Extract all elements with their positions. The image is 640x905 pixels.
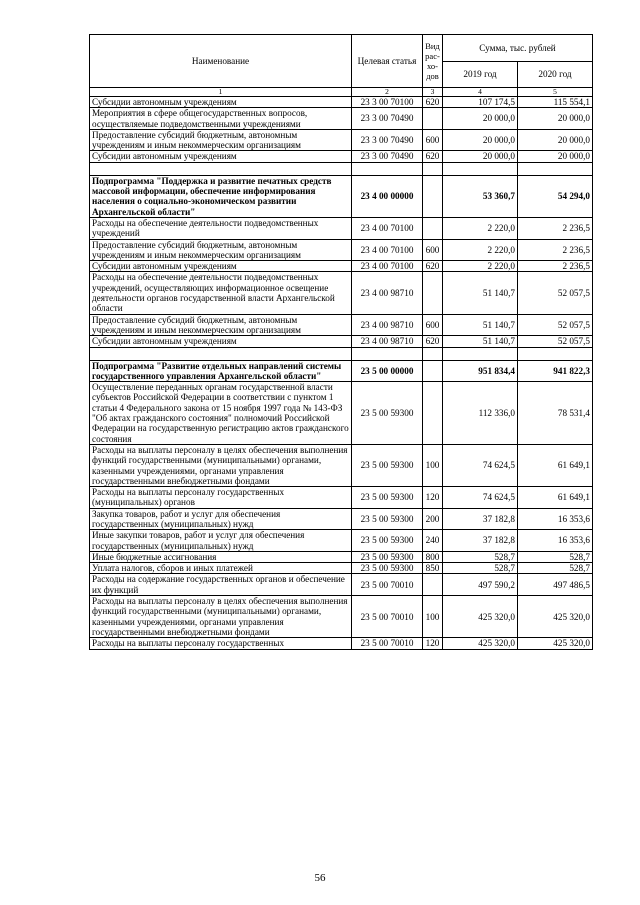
cell-target-article: 23 3 00 70490 [352, 108, 423, 130]
cell-expense-type: 600 [423, 239, 443, 261]
cell-amount-2020: 2 236,5 [518, 239, 593, 261]
header-name: Наименование [90, 35, 352, 88]
cell-amount-2019: 51 140,7 [443, 336, 518, 347]
cell-amount-2020: 425 320,0 [518, 638, 593, 649]
cell-amount-2019: 112 336,0 [443, 382, 518, 445]
table-row [90, 239, 593, 261]
table-body [90, 97, 593, 650]
cell-expense-type: 100 [423, 596, 443, 638]
subprogram-row [90, 360, 593, 382]
header-sum: Сумма, тыс. рублей [443, 35, 593, 62]
cell-name: Расходы на содержание государственных органов и обеспечение их функций [90, 574, 352, 596]
spacer-cell [518, 162, 593, 175]
cell-expense-type [423, 382, 443, 445]
cell-name: Субсидии автономным учреждениям [90, 97, 352, 108]
cell-expense-type: 800 [423, 551, 443, 562]
cell-target-article: 23 4 00 98710 [352, 272, 423, 314]
cell-amount-2020: 20 000,0 [518, 151, 593, 162]
spacer-cell [90, 347, 352, 360]
cell-name: Субсидии автономным учреждениям [90, 336, 352, 347]
cell-target-article: 23 4 00 98710 [352, 314, 423, 336]
spacer-cell [443, 347, 518, 360]
header-year-2019: 2019 год [443, 61, 518, 88]
cell-target-article: 23 5 00 00000 [352, 360, 423, 382]
cell-name: Расходы на выплаты персоналу государственных [90, 638, 352, 649]
header-year-2020: 2020 год [518, 61, 593, 88]
table-row [90, 551, 593, 562]
cell-amount-2019: 37 182,8 [443, 530, 518, 552]
cell-expense-type: 200 [423, 508, 443, 530]
cell-amount-2020: 61 649,1 [518, 487, 593, 509]
cell-target-article: 23 5 00 59300 [352, 551, 423, 562]
cell-name: Расходы на выплаты персоналу в целях обеспечения выполнения функций государственными (муниципальными) органами, казенными учреждениями, органами управления государственными внебюджетными фондами [90, 596, 352, 638]
cell-amount-2019: 2 220,0 [443, 239, 518, 261]
cell-amount-2019: 20 000,0 [443, 151, 518, 162]
cell-amount-2019: 53 360,7 [443, 175, 518, 217]
cell-name: Иные закупки товаров, работ и услуг для обеспечения государственных (муниципальных) нужд [90, 530, 352, 552]
cell-amount-2020: 16 353,6 [518, 508, 593, 530]
cell-target-article: 23 5 00 70010 [352, 596, 423, 638]
cell-amount-2019: 2 220,0 [443, 261, 518, 272]
cell-target-article: 23 4 00 00000 [352, 175, 423, 217]
cell-name: Расходы на выплаты персоналу в целях обеспечения выполнения функций государственными (муниципальными) органами, казенными учреждениями, органами управления государственными внебюджетными фондами [90, 444, 352, 486]
cell-name: Предоставление субсидий бюджетным, автономным учреждениям и иным некоммерческим организациям [90, 129, 352, 151]
spacer-cell [352, 347, 423, 360]
cell-amount-2020: 52 057,5 [518, 272, 593, 314]
spacer-cell [352, 162, 423, 175]
table-header [90, 35, 593, 97]
header-expense-type: Вид рас-хо-дов [423, 35, 443, 88]
column-index: 5 [518, 88, 593, 97]
cell-amount-2020: 52 057,5 [518, 314, 593, 336]
table-row [90, 638, 593, 649]
cell-expense-type [423, 360, 443, 382]
column-index: 2 [352, 88, 423, 97]
column-index: 4 [443, 88, 518, 97]
cell-target-article: 23 4 00 70100 [352, 261, 423, 272]
cell-expense-type: 240 [423, 530, 443, 552]
cell-amount-2020: 425 320,0 [518, 596, 593, 638]
table-row [90, 508, 593, 530]
page-number: 56 [314, 872, 326, 884]
table-row [90, 596, 593, 638]
cell-expense-type: 620 [423, 151, 443, 162]
cell-expense-type: 100 [423, 444, 443, 486]
column-index: 1 [90, 88, 352, 97]
table-row [90, 530, 593, 552]
cell-amount-2019: 74 624,5 [443, 487, 518, 509]
spacer-cell [423, 162, 443, 175]
cell-expense-type: 600 [423, 314, 443, 336]
cell-expense-type [423, 574, 443, 596]
table-row [90, 563, 593, 574]
cell-expense-type [423, 175, 443, 217]
table-row [90, 129, 593, 151]
cell-target-article: 23 5 00 70010 [352, 638, 423, 649]
cell-amount-2019: 528,7 [443, 563, 518, 574]
cell-name: Подпрограмма "Развитие отдельных направлений системы государственного управления Архангельской области" [90, 360, 352, 382]
cell-amount-2020: 497 486,5 [518, 574, 593, 596]
cell-name: Субсидии автономным учреждениям [90, 151, 352, 162]
cell-amount-2020: 2 236,5 [518, 261, 593, 272]
table-row [90, 487, 593, 509]
cell-name: Предоставление субсидий бюджетным, автономным учреждениям и иным некоммерческим организациям [90, 239, 352, 261]
cell-amount-2020: 2 236,5 [518, 217, 593, 239]
cell-expense-type: 850 [423, 563, 443, 574]
cell-target-article: 23 3 00 70490 [352, 129, 423, 151]
spacer-cell [90, 162, 352, 175]
spacer-cell [518, 347, 593, 360]
cell-name: Уплата налогов, сборов и иных платежей [90, 563, 352, 574]
cell-name: Осуществление переданных органам государственной власти субъектов Российской Федерации в соответствии с пунктом 1 статьи 4 Федерального закона от 15 ноября 1997 года № 143-ФЗ "Об актах гражданского состояния" полномочий Российской Федерации на государственную регистрацию актов гражданского состояния [90, 382, 352, 445]
cell-amount-2020: 20 000,0 [518, 108, 593, 130]
cell-amount-2020: 528,7 [518, 551, 593, 562]
cell-target-article: 23 5 00 70010 [352, 574, 423, 596]
cell-amount-2020: 20 000,0 [518, 129, 593, 151]
cell-amount-2020: 61 649,1 [518, 444, 593, 486]
table-row [90, 272, 593, 314]
cell-name: Расходы на обеспечение деятельности подведомственных учреждений [90, 217, 352, 239]
cell-target-article: 23 3 00 70490 [352, 151, 423, 162]
cell-amount-2019: 425 320,0 [443, 638, 518, 649]
table-row [90, 336, 593, 347]
table-row [90, 108, 593, 130]
cell-name: Субсидии автономным учреждениям [90, 261, 352, 272]
cell-amount-2020: 115 554,1 [518, 97, 593, 108]
cell-amount-2019: 425 320,0 [443, 596, 518, 638]
cell-name: Предоставление субсидий бюджетным, автономным учреждениям и иным некоммерческим организациям [90, 314, 352, 336]
table-row [90, 444, 593, 486]
cell-expense-type: 620 [423, 97, 443, 108]
subprogram-row [90, 175, 593, 217]
cell-target-article: 23 5 00 59300 [352, 444, 423, 486]
cell-amount-2019: 2 220,0 [443, 217, 518, 239]
budget-table [89, 34, 593, 650]
cell-expense-type: 120 [423, 487, 443, 509]
table-row [90, 382, 593, 445]
spacer-row [90, 162, 593, 175]
cell-name: Иные бюджетные ассигнования [90, 551, 352, 562]
cell-name: Мероприятия в сфере общегосударственных вопросов, осуществляемые подведомственными учреждениями [90, 108, 352, 130]
table-row [90, 97, 593, 108]
header-target-article: Целевая статья [352, 35, 423, 88]
cell-expense-type: 620 [423, 261, 443, 272]
cell-amount-2019: 51 140,7 [443, 272, 518, 314]
table-row [90, 574, 593, 596]
cell-name: Закупка товаров, работ и услуг для обеспечения государственных (муниципальных) нужд [90, 508, 352, 530]
cell-amount-2019: 51 140,7 [443, 314, 518, 336]
cell-amount-2019: 20 000,0 [443, 108, 518, 130]
cell-amount-2019: 951 834,4 [443, 360, 518, 382]
table-row [90, 261, 593, 272]
cell-amount-2020: 16 353,6 [518, 530, 593, 552]
spacer-cell [423, 347, 443, 360]
cell-amount-2020: 941 822,3 [518, 360, 593, 382]
cell-target-article: 23 5 00 59300 [352, 508, 423, 530]
cell-expense-type: 120 [423, 638, 443, 649]
column-index: 3 [423, 88, 443, 97]
cell-target-article: 23 4 00 70100 [352, 217, 423, 239]
column-index-row [90, 88, 593, 97]
cell-amount-2019: 497 590,2 [443, 574, 518, 596]
cell-amount-2019: 528,7 [443, 551, 518, 562]
cell-target-article: 23 3 00 70100 [352, 97, 423, 108]
cell-name: Расходы на выплаты персоналу государственных (муниципальных) органов [90, 487, 352, 509]
cell-target-article: 23 5 00 59300 [352, 382, 423, 445]
cell-target-article: 23 4 00 98710 [352, 336, 423, 347]
cell-expense-type: 600 [423, 129, 443, 151]
cell-amount-2020: 528,7 [518, 563, 593, 574]
cell-expense-type: 620 [423, 336, 443, 347]
cell-expense-type [423, 272, 443, 314]
cell-amount-2020: 78 531,4 [518, 382, 593, 445]
cell-amount-2020: 54 294,0 [518, 175, 593, 217]
spacer-row [90, 347, 593, 360]
cell-target-article: 23 5 00 59300 [352, 563, 423, 574]
table-row [90, 217, 593, 239]
cell-name: Подпрограмма "Поддержка и развитие печатных средств массовой информации, обеспечение информирования населения о социально-экономическом развитии Архангельской области" [90, 175, 352, 217]
cell-amount-2019: 74 624,5 [443, 444, 518, 486]
cell-expense-type [423, 108, 443, 130]
cell-amount-2019: 107 174,5 [443, 97, 518, 108]
cell-target-article: 23 5 00 59300 [352, 530, 423, 552]
cell-amount-2020: 52 057,5 [518, 336, 593, 347]
cell-target-article: 23 5 00 59300 [352, 487, 423, 509]
cell-amount-2019: 20 000,0 [443, 129, 518, 151]
cell-expense-type [423, 217, 443, 239]
cell-target-article: 23 4 00 70100 [352, 239, 423, 261]
table-row [90, 314, 593, 336]
table-row [90, 151, 593, 162]
spacer-cell [443, 162, 518, 175]
cell-amount-2019: 37 182,8 [443, 508, 518, 530]
cell-name: Расходы на обеспечение деятельности подведомственных учреждений, осуществляющих информационное освещение деятельности органов государственной власти Архангельской области [90, 272, 352, 314]
